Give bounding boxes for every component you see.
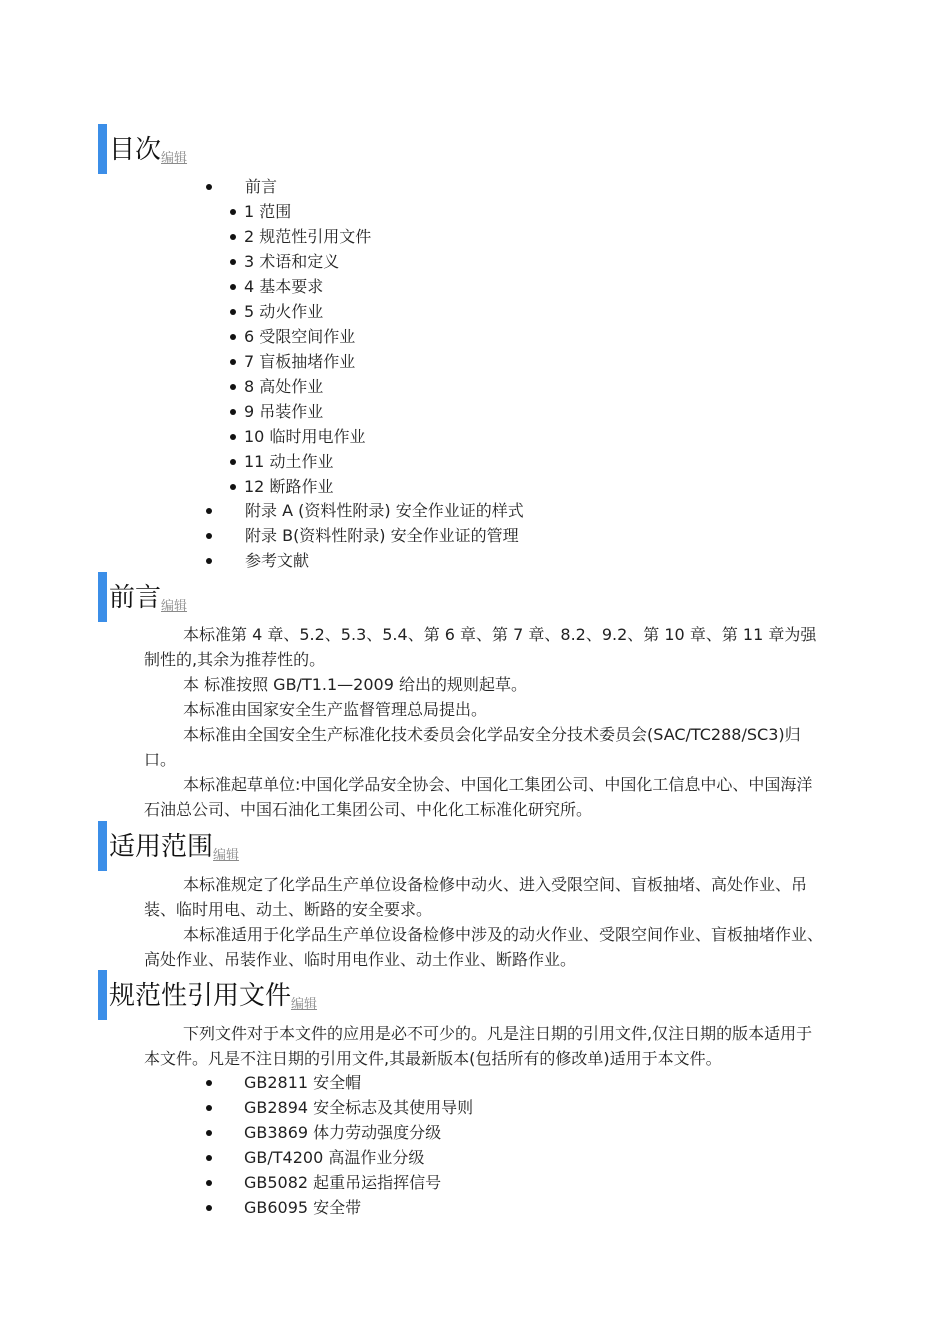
bullet-dot: [230, 459, 236, 465]
foreword-paragraph: 本 标准按照 GB/T1.1—2009 给出的规则起草。: [183, 675, 527, 694]
toc-item-work-at-height[interactable]: 8 高处作业: [244, 377, 324, 396]
heading-accent-bar: [98, 970, 107, 1020]
heading-accent-bar: [98, 572, 107, 622]
bullet-dot: [230, 484, 236, 490]
normative-ref-item: GB5082 起重吊运指挥信号: [244, 1173, 442, 1192]
toc-item-temporary-power[interactable]: 10 临时用电作业: [244, 427, 366, 446]
normative-refs-heading: [98, 970, 317, 1020]
foreword-paragraph: 本标准起草单位:中国化学品安全协会、中国化工集团公司、中国化工信息中心、中国海洋石油总公司、中国石油化工集团公司、中化化工标准化研究所。: [144, 775, 813, 819]
foreword-paragraph: 本标准第 4 章、5.2、5.3、5.4、第 6 章、第 7 章、8.2、9.2、第 10 章、第 11 章为强制性的,其余为推荐性的。: [144, 625, 817, 669]
bullet-dot: [230, 434, 236, 440]
normative-refs-title: 规范性引用文件: [109, 981, 292, 1011]
bullet-dot: [230, 234, 236, 240]
toc-item-appendix-b[interactable]: 附录 B(资料性附录) 安全作业证的管理: [245, 526, 519, 545]
normative-refs-edit-link[interactable]: 编辑: [291, 997, 318, 1012]
scope-title: 适用范围: [109, 832, 214, 862]
normative-refs-paragraph: 下列文件对于本文件的应用是必不可少的。凡是注日期的引用文件,仅注日期的版本适用于本文件。凡是不注日期的引用文件,其最新版本(包括所有的修改单)适用于本文件。: [144, 1024, 813, 1068]
bullet-dot: [230, 284, 236, 290]
bullet-dot: [230, 209, 236, 215]
toc-title: 目次: [109, 135, 162, 165]
normative-ref-item: GB6095 安全带: [244, 1198, 362, 1217]
heading-accent-bar: [98, 821, 107, 871]
scope-paragraph: 本标准规定了化学品生产单位设备检修中动火、进入受限空间、盲板抽堵、高处作业、吊装、临时用电、动土、断路的安全要求。: [144, 875, 808, 919]
bullet-dot: [206, 533, 212, 539]
bullet-dot: [206, 1180, 212, 1186]
bullet-dot: [206, 1130, 212, 1136]
heading-accent-bar: [98, 124, 107, 174]
scope-edit-link[interactable]: 编辑: [213, 848, 240, 863]
normative-ref-item: GB/T4200 高温作业分级: [244, 1148, 425, 1167]
normative-ref-item: GB2811 安全帽: [244, 1073, 362, 1092]
bullet-dot: [230, 309, 236, 315]
toc-item-road-break[interactable]: 12 断路作业: [244, 477, 334, 496]
bullet-dot: [206, 1105, 212, 1111]
toc-heading: [98, 124, 187, 174]
bullet-dot: [230, 384, 236, 390]
bullet-dot: [206, 1205, 212, 1211]
toc-item-confined-space[interactable]: 6 受限空间作业: [244, 327, 356, 346]
scope-heading: [98, 821, 239, 871]
bullet-dot: [230, 259, 236, 265]
bullet-dot: [230, 359, 236, 365]
normative-ref-item: GB2894 安全标志及其使用导则: [244, 1098, 474, 1117]
foreword-title: 前言: [109, 583, 162, 613]
bullet-dot: [206, 1155, 212, 1161]
toc-item-terms[interactable]: 3 术语和定义: [244, 252, 340, 271]
normative-ref-item: GB3869 体力劳动强度分级: [244, 1123, 442, 1142]
toc-item-normative-refs[interactable]: 2 规范性引用文件: [244, 227, 372, 246]
foreword-edit-link[interactable]: 编辑: [161, 599, 188, 614]
bullet-dot: [230, 409, 236, 415]
toc-item-references[interactable]: 参考文献: [245, 551, 310, 570]
toc-item-scope[interactable]: 1 范围: [244, 202, 292, 221]
toc-item-excavation[interactable]: 11 动土作业: [244, 452, 334, 471]
foreword-heading: [98, 572, 187, 622]
bullet-dot: [206, 558, 212, 564]
toc-edit-link[interactable]: 编辑: [161, 151, 188, 166]
toc-item-hoisting[interactable]: 9 吊装作业: [244, 402, 324, 421]
scope-paragraph: 本标准适用于化学品生产单位设备检修中涉及的动火作业、受限空间作业、盲板抽堵作业、高处作业、吊装作业、临时用电作业、动土作业、断路作业。: [144, 925, 824, 969]
toc-item-hot-work[interactable]: 5 动火作业: [244, 302, 324, 321]
toc-item-appendix-a[interactable]: 附录 A (资料性附录) 安全作业证的样式: [245, 501, 524, 520]
toc-item-basic-requirements[interactable]: 4 基本要求: [244, 277, 324, 296]
foreword-paragraph: 本标准由全国安全生产标准化技术委员会化学品安全分技术委员会(SAC/TC288/SC3)归口。: [144, 725, 801, 769]
bullet-dot: [206, 184, 212, 190]
toc-item-blind-plate[interactable]: 7 盲板抽堵作业: [244, 352, 356, 371]
bullet-dot: [206, 508, 212, 514]
bullet-dot: [206, 1080, 212, 1086]
bullet-dot: [230, 334, 236, 340]
foreword-paragraph: 本标准由国家安全生产监督管理总局提出。: [183, 700, 488, 719]
toc-item-foreword[interactable]: 前言: [245, 177, 278, 196]
